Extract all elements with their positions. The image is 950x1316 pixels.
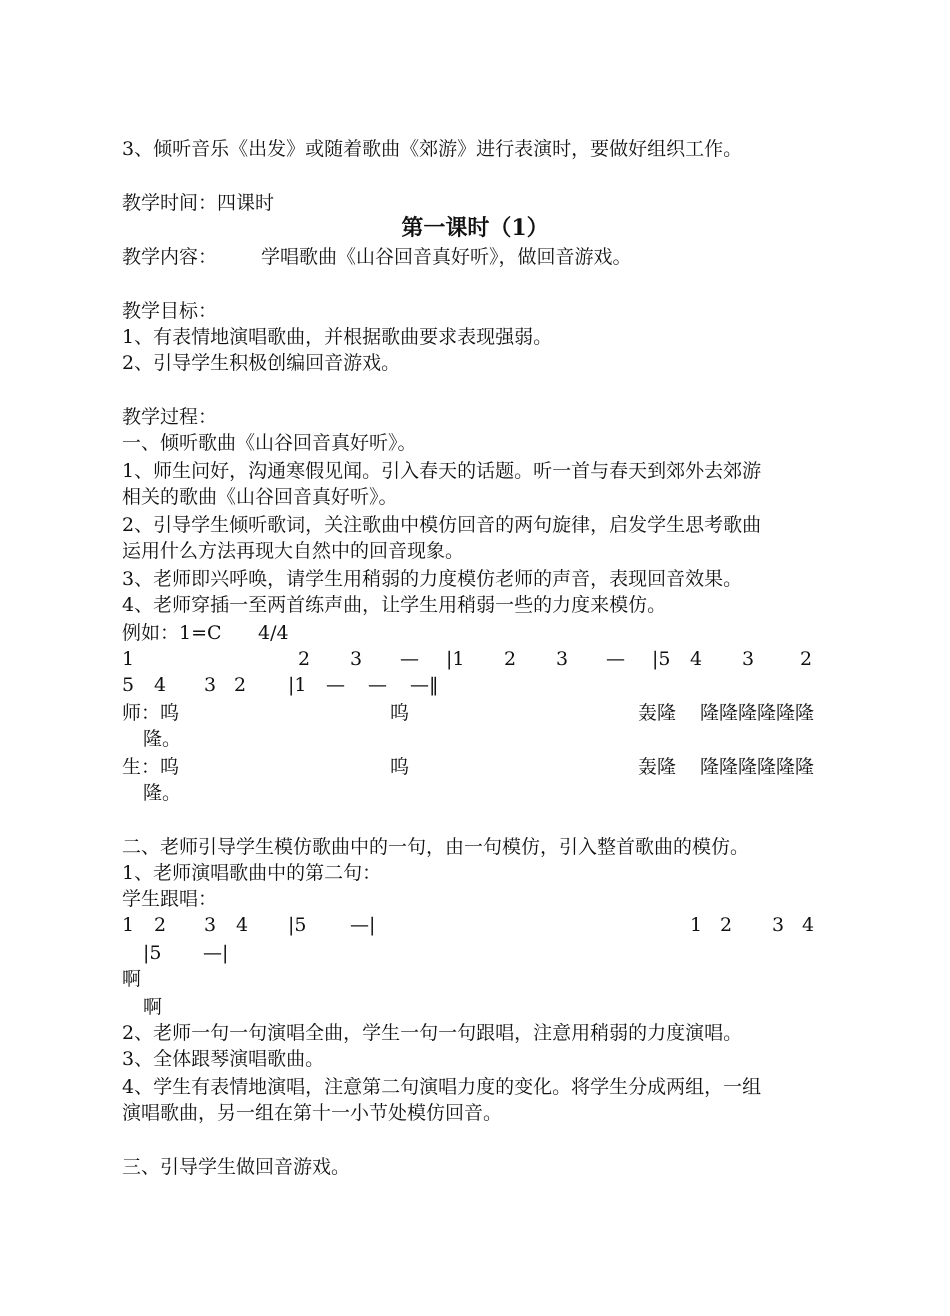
notation-note: |5 [143, 942, 162, 964]
lyric: 轰隆 [638, 702, 677, 724]
section-2-line: 演唱歌曲，另一组在第十一小节处模仿回音。 [122, 1102, 503, 1124]
notation-note: 4 [802, 914, 815, 936]
content-label: 教学内容： [122, 246, 218, 268]
notation-note: 2 [800, 648, 813, 670]
ah-lyric: 啊 [122, 968, 142, 990]
notation-note: — [368, 674, 387, 696]
section-1-line: 4、老师穿插一至两首练声曲，让学生用稍弱一些的力度来模仿。 [122, 594, 667, 616]
section-1-line: 3、老师即兴呼唤，请学生用稍弱的力度模仿老师的声音，表现回音效果。 [122, 568, 743, 590]
teaching-time: 教学时间：四课时 [122, 192, 275, 214]
teacher-lyric-wrap: 隆。 [143, 728, 182, 750]
student-lyric-wrap: 隆。 [143, 782, 182, 804]
notation-note: 2 [720, 914, 733, 936]
notation-note: 2 [234, 674, 247, 696]
lyric: 呜 [390, 702, 410, 724]
lesson-title: 第一课时（1） [401, 215, 549, 241]
notation-note: — [400, 648, 419, 670]
notation-note: 2 [504, 648, 517, 670]
content-line [122, 244, 632, 270]
notation-note: 2 [154, 914, 167, 936]
notation-note: 5 [122, 674, 135, 696]
notation-note: 4 [690, 648, 703, 670]
goal-item: 1、有表情地演唱歌曲，并根据歌曲要求表现强弱。 [122, 326, 553, 348]
section-1-line: 运用什么方法再现大自然中的回音现象。 [122, 540, 465, 562]
lyric: 隆隆隆隆隆隆 [700, 702, 815, 724]
notation-note: —| [350, 914, 376, 936]
notation-note: —| [203, 942, 229, 964]
notation-note: 3 [556, 648, 569, 670]
notation-note: |5 [288, 914, 307, 936]
prep-item-3: 3、倾听音乐《出发》或随着歌曲《郊游》进行表演时，要做好组织工作。 [122, 138, 743, 160]
notation-note: 4 [154, 674, 167, 696]
lyric: 呜 [390, 756, 410, 778]
section-2-line: 3、全体跟琴演唱歌曲。 [122, 1048, 325, 1070]
example-label: 例如：1=C [122, 622, 222, 644]
section-2-line: 1、老师演唱歌曲中的第二句： [122, 862, 382, 884]
notation-note: 3 [772, 914, 785, 936]
section-2-heading: 二、老师引导学生模仿歌曲中的一句，由一句模仿，引入整首歌曲的模仿。 [122, 836, 750, 858]
notation-note: —‖ [410, 674, 439, 696]
lyric: 师：呜 [122, 702, 180, 724]
notation-note: 3 [350, 648, 363, 670]
section-1-line: 相关的歌曲《山谷回音真好听》。 [122, 486, 398, 508]
lyric: 生：呜 [122, 756, 180, 778]
notation-note: — [606, 648, 625, 670]
content-text: 学唱歌曲《山谷回音真好听》，做回音游戏。 [261, 246, 632, 268]
section-3-heading: 三、引导学生做回音游戏。 [122, 1156, 351, 1178]
notation-note: 2 [298, 648, 311, 670]
notation-note: — [326, 674, 345, 696]
lyric: 隆隆隆隆隆隆 [700, 756, 815, 778]
section-1-heading: 一、倾听歌曲《山谷回音真好听》。 [122, 432, 417, 454]
notation-note: 4 [236, 914, 249, 936]
notation-note: 3 [742, 648, 755, 670]
notation-note: 1 [122, 648, 135, 670]
section-2-line: 学生跟唱： [122, 888, 218, 910]
section-1-line: 2、引导学生倾听歌词，关注歌曲中模仿回音的两句旋律，启发学生思考歌曲 [122, 514, 762, 536]
notation-note: 3 [204, 914, 217, 936]
section-1-line: 1、师生问好，沟通寒假见闻。引入春天的话题。听一首与春天到郊外去郊游 [122, 460, 762, 482]
notation-note: 3 [204, 674, 217, 696]
process-heading: 教学过程： [122, 406, 218, 428]
goal-item: 2、引导学生积极创编回音游戏。 [122, 352, 401, 374]
notation-note: |5 [652, 648, 671, 670]
notation-note: 1 [122, 914, 135, 936]
section-2-line: 2、老师一句一句演唱全曲，学生一句一句跟唱，注意用稍弱的力度演唱。 [122, 1022, 743, 1044]
ah-lyric: 啊 [143, 996, 163, 1018]
lyric: 轰隆 [638, 756, 677, 778]
notation-note: |1 [288, 674, 307, 696]
example-meter: 4/4 [258, 622, 289, 644]
notation-note: 1 [690, 914, 703, 936]
goals-heading: 教学目标： [122, 300, 218, 322]
notation-note: |1 [446, 648, 465, 670]
section-2-line: 4、学生有表情地演唱，注意第二句演唱力度的变化。将学生分成两组，一组 [122, 1076, 762, 1098]
